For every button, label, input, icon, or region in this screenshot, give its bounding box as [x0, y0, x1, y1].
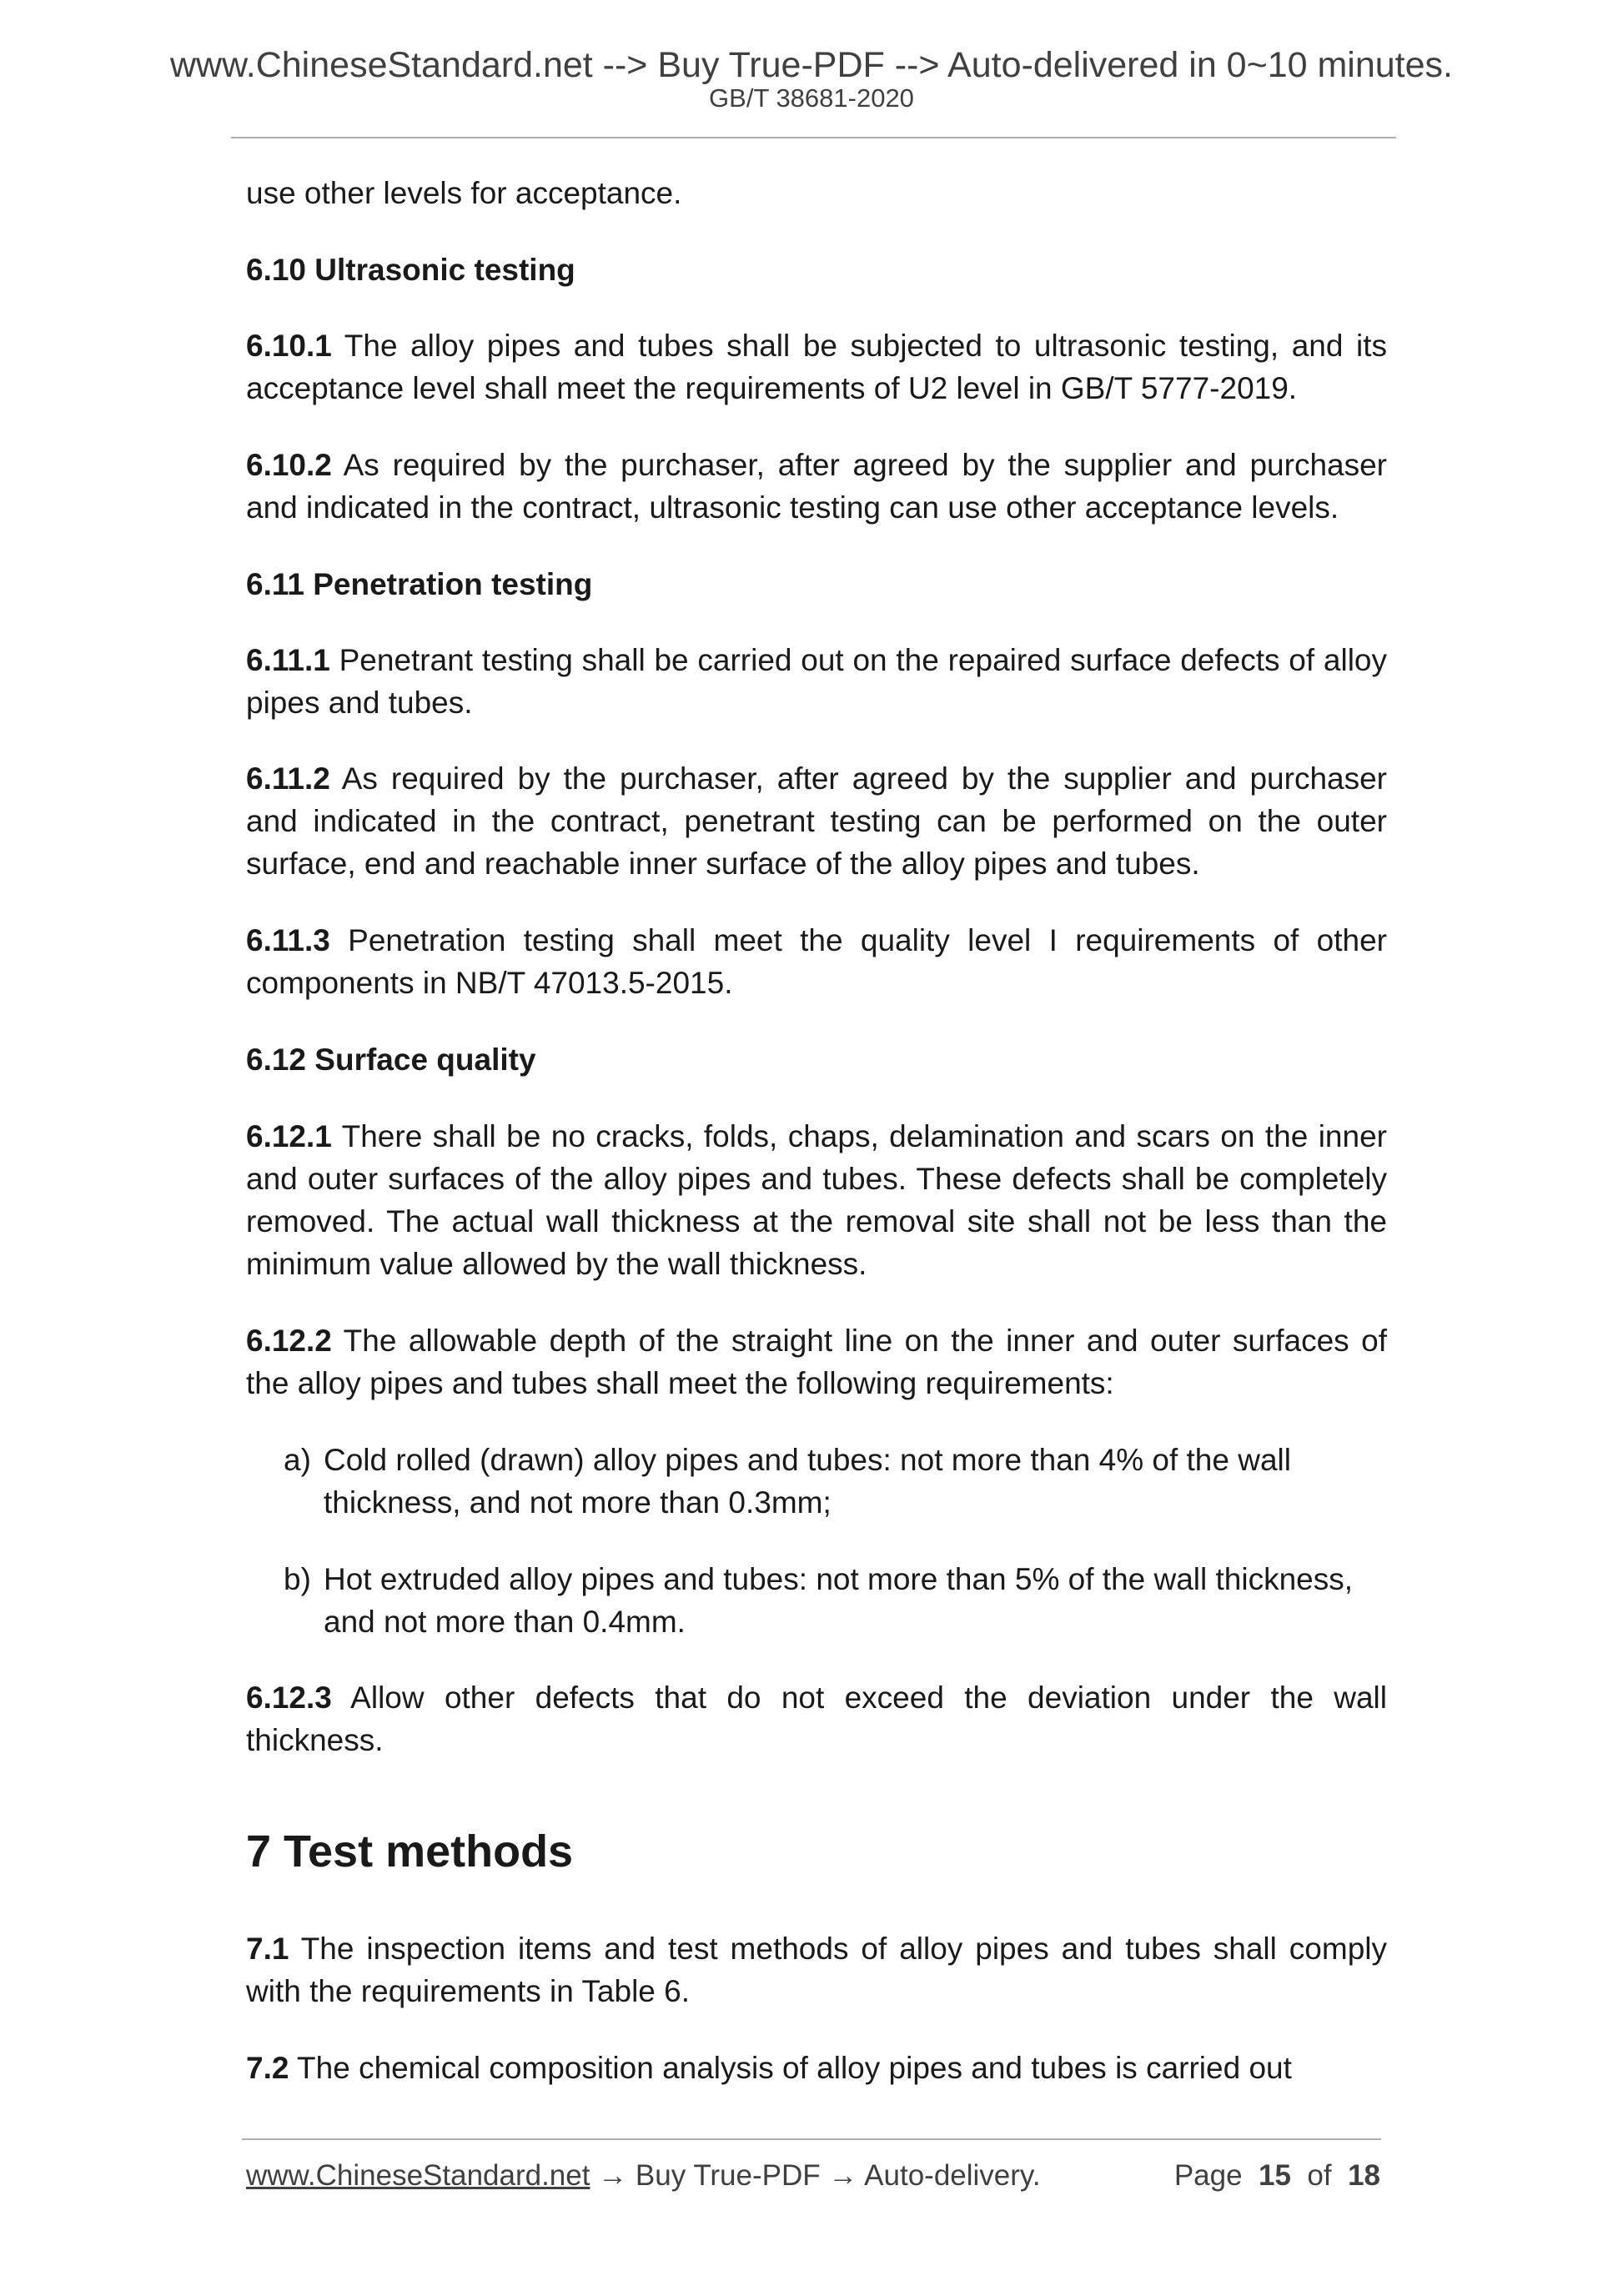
list-text: Hot extruded alloy pipes and tubes: not more than 5% of the wall thickness, [324, 1562, 1354, 1596]
heading-6-11: 6.11 Penetration testing [246, 567, 593, 601]
clause-number: 6.10.1 [246, 329, 332, 363]
clause-number: 6.12.3 [246, 1681, 332, 1715]
clause-number: 7.1 [246, 1932, 289, 1966]
paragraph-6-11-2 [246, 757, 1387, 885]
paragraph-6-11-3 [246, 919, 1387, 1004]
footer-divider [242, 2138, 1381, 2140]
clause-number: 7.2 [246, 2051, 289, 2085]
clause-number: 6.11.2 [246, 761, 330, 796]
heading-6-12: 6.12 Surface quality [246, 1042, 536, 1077]
clause-text: Penetration testing shall meet the quality level I requirements of other components in NB/T 47013.5-2015. [246, 923, 1387, 1000]
footer-text: → Buy True-PDF → Auto-delivery. [590, 2159, 1041, 2192]
list-label: a) [284, 1443, 311, 1477]
of-label: of [1307, 2159, 1332, 2192]
list-item-line [284, 1558, 1395, 1600]
clause-text: The chemical composition analysis of alloy pipes and tubes is carried out [289, 2051, 1292, 2085]
clause-number: 6.10.2 [246, 448, 332, 482]
clause-text: The allowable depth of the straight line on the inner and outer surfaces of the alloy pipes and tubes shall meet the following requirements: [246, 1324, 1387, 1400]
list-text-continuation: thickness, and not more than 0.3mm; [324, 1485, 832, 1520]
clause-text: Allow other defects that do not exceed the deviation under the wall thickness. [246, 1681, 1387, 1757]
paragraph-6-12-2 [246, 1319, 1387, 1404]
clause-number: 6.12.2 [246, 1324, 332, 1358]
clause-text: There shall be no cracks, folds, chaps, delamination and scars on the inner and outer surfaces of the alloy pipes and tubes. These defects shall be completely removed. The actual wall thickness at the removal site shall not be less than the minimum value allowed by the wall thickness. [246, 1119, 1387, 1281]
clause-text: As required by the purchaser, after agreed by the supplier and purchaser and indicated in the contract, ultrasonic testing can use other acceptance levels. [246, 448, 1387, 525]
standard-code: GB/T 38681-2020 [709, 83, 914, 113]
list-item-line [284, 1439, 1395, 1481]
list-label: b) [284, 1562, 311, 1596]
clause-text: The alloy pipes and tubes shall be subjected to ultrasonic testing, and its acceptance level shall meet the requirements of U2 level in GB/T 5777-2019. [246, 329, 1387, 405]
clause-number: 6.11.1 [246, 643, 330, 677]
clause-number: 6.12.1 [246, 1119, 332, 1153]
list-text-continuation: and not more than 0.4mm. [324, 1605, 686, 1639]
heading-6-10: 6.10 Ultrasonic testing [246, 253, 575, 287]
clause-text: Penetrant testing shall be carried out on the repaired surface defects of alloy pipes and tubes. [246, 643, 1387, 720]
page-footer [246, 2155, 1380, 2197]
paragraph-6-10-2 [246, 444, 1387, 529]
list-text: Cold rolled (drawn) alloy pipes and tubes: not more than 4% of the wall [324, 1443, 1291, 1477]
site-banner: www.ChineseStandard.net --> Buy True-PDF --> Auto-delivered in 0~10 minutes. [169, 45, 1453, 85]
paragraph-6-12-3 [246, 1676, 1387, 1761]
paragraph-7-2 [246, 2047, 1387, 2089]
page-total: 18 [1348, 2159, 1380, 2192]
paragraph-6-11-1 [246, 639, 1387, 724]
paragraph-7-1 [246, 1927, 1387, 2012]
paragraph-6-10-1 [246, 324, 1387, 409]
paragraph-continuation: use other levels for acceptance. [246, 176, 682, 210]
header-divider [231, 137, 1396, 138]
footer-site-link[interactable]: www.ChineseStandard.net [246, 2159, 590, 2192]
page-current: 15 [1259, 2159, 1291, 2192]
clause-text: The inspection items and test methods of alloy pipes and tubes shall comply with the requirements in Table 6. [246, 1932, 1387, 2008]
list-item-a [284, 1439, 1395, 1524]
clause-text: As required by the purchaser, after agreed by the supplier and purchaser and indicated in the contract, penetrant testing can be performed on the outer surface, end and reachable inner surface of the alloy pipes and tubes. [246, 761, 1387, 881]
clause-number: 6.11.3 [246, 923, 330, 957]
paragraph-6-12-1 [246, 1115, 1387, 1285]
list-item-b [284, 1558, 1395, 1643]
page-label: Page [1173, 2159, 1243, 2192]
page-indicator [1174, 2155, 1380, 2197]
heading-7: 7 Test methods [246, 1826, 574, 1876]
